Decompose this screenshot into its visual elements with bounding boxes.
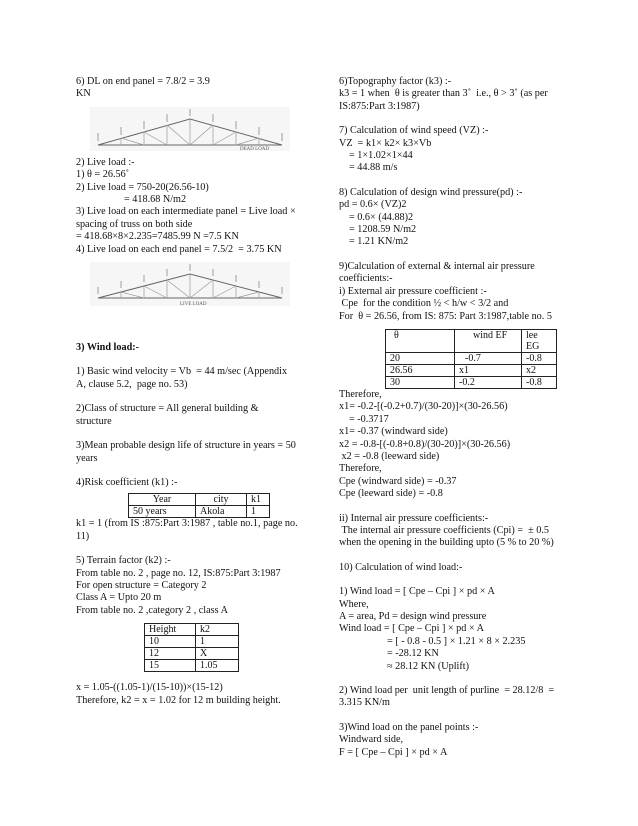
table-cell: Year <box>129 494 196 506</box>
table-cell: 12 <box>145 648 196 660</box>
table-row <box>145 648 239 660</box>
table-row <box>386 352 557 364</box>
terrain-factor-title: 5) Terrain factor (k2) :- <box>76 555 171 567</box>
external-coeff-condition: Cpe for the condition ½ < h/w < 3/2 and <box>339 298 509 310</box>
topography-line1: k3 = 1 when θ is greater than 3˚ i.e., θ > 3˚ (as per <box>339 88 548 100</box>
cpe-title-line1: 9)Calculation of external & internal air pressure <box>339 260 535 272</box>
table-2-ref: From table no. 2 ,category 2 , class A <box>76 604 228 616</box>
panel-load-title: 3)Wind load on the panel points :- <box>339 721 479 733</box>
dl-end-unit: KN <box>76 88 91 100</box>
vz-line2: = 1×1.02×1×44 <box>349 150 413 162</box>
internal-coeff-title: ii) Internal air pressure coefficients:- <box>339 512 489 524</box>
table-cell: -0.8 <box>522 376 557 388</box>
cpe-table <box>385 329 557 389</box>
vz-line1: VZ = k1× k2× k3×Vb <box>339 137 432 149</box>
table-cell: -0.2 <box>455 376 522 388</box>
wind-load-formula-2: Wind load = [ Cpe – Cpi ] × pd × A <box>339 623 485 635</box>
k1-note-line1: k1 = 1 (from IS :875:Part 3:1987 , table no.1, page no. <box>76 518 298 530</box>
table-cell: θ <box>386 329 455 352</box>
risk-coefficient-title: 4)Risk coefficient (k1) :- <box>76 476 178 488</box>
vz-line3: = 44.88 m/s <box>349 162 398 174</box>
k1-note-line2: 11) <box>76 530 90 542</box>
class-line2: structure <box>76 415 112 427</box>
x-formula: x = 1.05-((1.05-1)/(15-10))×(15-12) <box>76 682 223 694</box>
table-cell: k1 <box>247 494 270 506</box>
panel-force-formula: F = [ Cpe – Cpi ] × pd × A <box>339 746 448 758</box>
live-load-truss-figure <box>90 262 290 306</box>
table-cell: Akola <box>196 506 247 518</box>
where-label: Where, <box>339 598 369 610</box>
external-coeff-title: i) External air pressure coefficient :- <box>339 285 487 297</box>
wind-load-uplift: ≈ 28.12 KN (Uplift) <box>387 660 469 672</box>
table-cell: k2 <box>196 624 239 636</box>
design-pressure-title: 8) Calculation of design wind pressure(pd) :- <box>339 186 523 198</box>
table-cell: city <box>196 494 247 506</box>
theta-value: 1) θ = 26.56˚ <box>76 169 130 181</box>
dl-end-panel: 6) DL on end panel = 7.8/2 = 3.9 <box>76 76 210 87</box>
table-cell: 10 <box>145 636 196 648</box>
table-cell: 50 years <box>129 506 196 518</box>
area-definition: A = area, Pd = design wind pressure <box>339 611 487 622</box>
wind-load-formula: 1) Wind load = [ Cpe – Cpi ] × pd × A <box>339 586 495 598</box>
table-cell: lee EG <box>522 329 557 352</box>
table-cell: 30 <box>386 376 455 388</box>
table-row <box>386 329 557 352</box>
table-row <box>145 636 239 648</box>
live-intermediate-line3: = 418.68×8×2.235=7485.99 N =7.5 KN <box>76 231 239 243</box>
dead-load-caption: DEAD LOAD <box>240 146 270 151</box>
table-row <box>129 494 270 506</box>
basic-wind-line2: A, clause 5.2, page no. 53) <box>76 378 188 390</box>
live-intermediate-line2: spacing of truss on both side <box>76 218 193 230</box>
windward-side-label: Windward side, <box>339 734 404 746</box>
cpe-title-line2: coefficients:- <box>339 273 393 285</box>
table-row <box>129 506 270 518</box>
table-cell: X <box>196 648 239 660</box>
live-load-formula: 2) Live load = 750-20(26.56-10) <box>76 181 209 193</box>
table-cell: 1.05 <box>196 660 239 672</box>
table-cell: x1 <box>455 364 522 376</box>
purlin-load-line1: 2) Wind load per unit length of purline = 28.12/8 = <box>339 685 555 697</box>
cpe-windward: Cpe (windward side) = -0.37 <box>339 475 457 487</box>
k2-result: Therefore, k2 = x = 1.02 for 12 m building height. <box>76 694 281 706</box>
risk-table <box>128 493 270 518</box>
wind-load-heading: 3) Wind load:- <box>76 342 140 354</box>
live-end-panel: 4) Live load on each end panel = 7.5/2 = 3.75 KN <box>76 243 282 255</box>
table-row <box>386 376 557 388</box>
wind-speed-title: 7) Calculation of wind speed (VZ) :- <box>339 125 489 137</box>
internal-coeff-line2: when the opening in the building upto (5 % to 20 %) <box>339 537 554 549</box>
wind-load-calc-title: 10) Calculation of wind load:- <box>339 561 463 573</box>
open-structure: For open structure = Category 2 <box>76 579 207 591</box>
class-a: Class A = Upto 20 m <box>76 592 162 604</box>
internal-coeff-line1: The internal air pressure coefficients (Cpi) = ± 0.5 <box>339 524 550 536</box>
table-row <box>145 660 239 672</box>
live-load-result: = 418.68 N/m2 <box>124 194 187 206</box>
live-load-title: 2) Live load :- <box>76 156 135 168</box>
therefore-label-2: Therefore, <box>339 463 382 475</box>
table-cell: -0.7 <box>455 352 522 364</box>
class-line1: 2)Class of structure = All general building & <box>76 403 259 415</box>
external-coeff-ref: For θ = 26.56, from IS: 875: Part 3:1987,table no. 5 <box>339 310 552 322</box>
x1-value: = -0.3717 <box>349 413 389 425</box>
live-intermediate-line1: 3) Live load on each intermediate panel = Live load × <box>76 206 296 218</box>
therefore-label: Therefore, <box>339 388 382 400</box>
wind-load-substitution: = [ - 0.8 - 0.5 ] × 1.21 × 8 × 2.235 <box>387 635 526 647</box>
x1-windward: x1= -0.37 (windward side) <box>339 426 448 438</box>
table-cell: -0.8 <box>522 352 557 364</box>
dead-load-truss-figure <box>90 107 290 151</box>
cpe-leeward: Cpe (leeward side) = -0.8 <box>339 488 443 500</box>
terrain-table-ref: From table no. 2 , page no. 12, IS:875:Part 3:1987 <box>76 567 281 579</box>
x2-formula: x2 = -0.8-[(-0.8+0.8)/(30-20)]×(30-26.56) <box>339 438 511 450</box>
table-cell: Height <box>145 624 196 636</box>
left-column <box>76 76 321 707</box>
table-cell: 26.56 <box>386 364 455 376</box>
table-cell: 15 <box>145 660 196 672</box>
x2-leeward: x2 = -0.8 (leeward side) <box>339 450 440 462</box>
wind-load-value: = -28.12 KN <box>387 648 439 660</box>
design-life-line1: 3)Mean probable design life of structure in years = 50 <box>76 440 296 452</box>
topography-title: 6)Topography factor (k3) :- <box>339 76 452 87</box>
pd-line1: pd = 0.6× (VZ)2 <box>339 199 407 211</box>
live-load-caption: LIVE LOAD <box>180 302 207 307</box>
basic-wind-line1: 1) Basic wind velocity = Vb = 44 m/sec (Appendix <box>76 366 288 378</box>
table-cell: 20 <box>386 352 455 364</box>
table-row <box>145 624 239 636</box>
table-cell: wind EF <box>455 329 522 352</box>
table-cell: 1 <box>196 636 239 648</box>
purlin-load-line2: 3.315 KN/m <box>339 697 390 709</box>
x1-formula: x1= -0.2-[(-0.2+0.7)/(30-20)]×(30-26.56) <box>339 401 508 413</box>
pd-line3: = 1208.59 N/m2 <box>349 224 417 236</box>
table-row <box>386 364 557 376</box>
pd-line4: = 1.21 KN/m2 <box>349 236 409 248</box>
right-column <box>339 76 574 759</box>
topography-line2: IS:875:Part 3:1987) <box>339 100 420 112</box>
design-life-line2: years <box>76 452 98 464</box>
table-cell: 1 <box>247 506 270 518</box>
table-cell: x2 <box>522 364 557 376</box>
pd-line2: = 0.6× (44.88)2 <box>349 211 414 223</box>
k2-table <box>144 623 239 672</box>
